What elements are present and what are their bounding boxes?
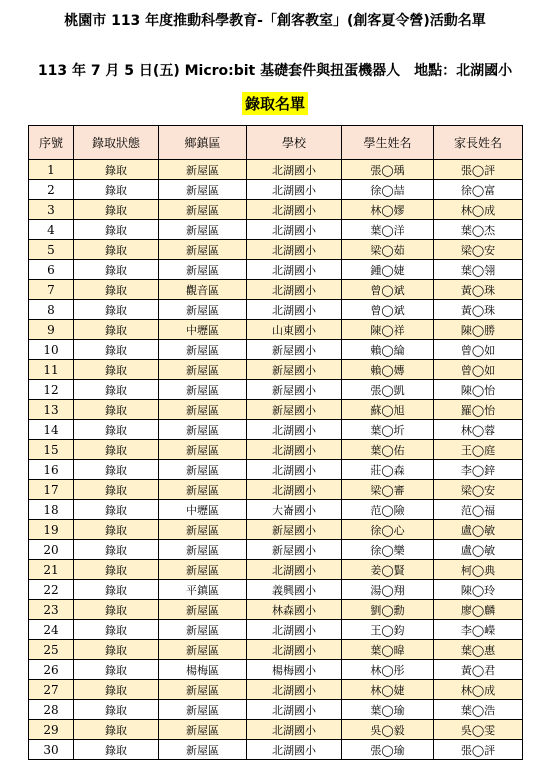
cell-student-name: 蘇◯旭 xyxy=(342,400,434,420)
cell-school: 北湖國小 xyxy=(247,180,342,200)
cell-parent-name: 張◯評 xyxy=(434,740,523,760)
cell-district: 新屋區 xyxy=(159,440,247,460)
cell-serial-number: 20 xyxy=(29,540,74,560)
cell-school: 北湖國小 xyxy=(247,460,342,480)
cell-admission-status: 錄取 xyxy=(74,180,159,200)
cell-serial-number: 5 xyxy=(29,240,74,260)
table-row xyxy=(29,360,523,380)
table-row xyxy=(29,700,523,720)
table-row xyxy=(29,200,523,220)
cell-parent-name: 盧◯敏 xyxy=(434,540,523,560)
cell-serial-number: 16 xyxy=(29,460,74,480)
table-row xyxy=(29,240,523,260)
cell-district: 新屋區 xyxy=(159,700,247,720)
cell-serial-number: 10 xyxy=(29,340,74,360)
header-admission-status: 錄取狀態 xyxy=(74,126,159,160)
cell-student-name: 徐◯喆 xyxy=(342,180,434,200)
cell-student-name: 梁◯審 xyxy=(342,480,434,500)
cell-admission-status: 錄取 xyxy=(74,560,159,580)
cell-admission-status: 錄取 xyxy=(74,160,159,180)
cell-parent-name: 林◯成 xyxy=(434,680,523,700)
cell-district: 新屋區 xyxy=(159,680,247,700)
cell-parent-name: 廖◯麟 xyxy=(434,600,523,620)
cell-school: 北湖國小 xyxy=(247,160,342,180)
cell-serial-number: 2 xyxy=(29,180,74,200)
cell-parent-name: 葉◯惠 xyxy=(434,640,523,660)
cell-parent-name: 梁◯安 xyxy=(434,480,523,500)
table-row xyxy=(29,380,523,400)
cell-admission-status: 錄取 xyxy=(74,520,159,540)
cell-admission-status: 錄取 xyxy=(74,200,159,220)
cell-parent-name: 葉◯杰 xyxy=(434,220,523,240)
cell-admission-status: 錄取 xyxy=(74,740,159,760)
cell-student-name: 張◯瑀 xyxy=(342,160,434,180)
table-header-row xyxy=(29,126,523,160)
cell-school: 山東國小 xyxy=(247,320,342,340)
cell-district: 新屋區 xyxy=(159,480,247,500)
table-row xyxy=(29,600,523,620)
cell-serial-number: 3 xyxy=(29,200,74,220)
cell-district: 新屋區 xyxy=(159,620,247,640)
cell-admission-status: 錄取 xyxy=(74,500,159,520)
cell-student-name: 葉◯圻 xyxy=(342,420,434,440)
cell-district: 新屋區 xyxy=(159,720,247,740)
cell-school: 北湖國小 xyxy=(247,300,342,320)
cell-admission-status: 錄取 xyxy=(74,700,159,720)
table-row xyxy=(29,300,523,320)
cell-parent-name: 李◯鋅 xyxy=(434,460,523,480)
cell-serial-number: 14 xyxy=(29,420,74,440)
table-row xyxy=(29,160,523,180)
table-row xyxy=(29,480,523,500)
table-row xyxy=(29,180,523,200)
header-district: 鄉鎮區 xyxy=(159,126,247,160)
cell-student-name: 曾◯斌 xyxy=(342,300,434,320)
cell-district: 觀音區 xyxy=(159,280,247,300)
cell-district: 新屋區 xyxy=(159,400,247,420)
cell-school: 北湖國小 xyxy=(247,220,342,240)
cell-serial-number: 9 xyxy=(29,320,74,340)
cell-student-name: 葉◯洋 xyxy=(342,220,434,240)
table-row xyxy=(29,620,523,640)
cell-school: 北湖國小 xyxy=(247,640,342,660)
cell-parent-name: 林◯成 xyxy=(434,200,523,220)
header-student-name: 學生姓名 xyxy=(342,126,434,160)
cell-district: 新屋區 xyxy=(159,240,247,260)
cell-district: 新屋區 xyxy=(159,200,247,220)
cell-school: 新屋國小 xyxy=(247,360,342,380)
cell-admission-status: 錄取 xyxy=(74,580,159,600)
cell-admission-status: 錄取 xyxy=(74,620,159,640)
cell-parent-name: 羅◯怡 xyxy=(434,400,523,420)
cell-school: 義興國小 xyxy=(247,580,342,600)
cell-parent-name: 黃◯君 xyxy=(434,660,523,680)
table-row xyxy=(29,740,523,760)
cell-school: 北湖國小 xyxy=(247,700,342,720)
cell-school: 北湖國小 xyxy=(247,240,342,260)
cell-district: 新屋區 xyxy=(159,160,247,180)
cell-serial-number: 12 xyxy=(29,380,74,400)
table-row xyxy=(29,520,523,540)
cell-serial-number: 8 xyxy=(29,300,74,320)
cell-student-name: 王◯鈞 xyxy=(342,620,434,640)
cell-school: 北湖國小 xyxy=(247,720,342,740)
cell-serial-number: 29 xyxy=(29,720,74,740)
cell-admission-status: 錄取 xyxy=(74,600,159,620)
cell-parent-name: 林◯蓉 xyxy=(434,420,523,440)
cell-student-name: 林◯嫪 xyxy=(342,200,434,220)
cell-serial-number: 26 xyxy=(29,660,74,680)
cell-district: 新屋區 xyxy=(159,380,247,400)
cell-student-name: 張◯瑜 xyxy=(342,740,434,760)
cell-school: 新屋國小 xyxy=(247,540,342,560)
header-serial-number: 序號 xyxy=(29,126,74,160)
cell-admission-status: 錄取 xyxy=(74,480,159,500)
cell-admission-status: 錄取 xyxy=(74,320,159,340)
cell-student-name: 林◯婕 xyxy=(342,680,434,700)
cell-school: 北湖國小 xyxy=(247,560,342,580)
cell-parent-name: 陳◯勝 xyxy=(434,320,523,340)
table-row xyxy=(29,560,523,580)
cell-school: 北湖國小 xyxy=(247,680,342,700)
section-heading-wrapper xyxy=(0,92,550,115)
cell-student-name: 劉◯勳 xyxy=(342,600,434,620)
cell-student-name: 鍾◯婕 xyxy=(342,260,434,280)
cell-school: 北湖國小 xyxy=(247,740,342,760)
cell-student-name: 曾◯斌 xyxy=(342,280,434,300)
cell-student-name: 賴◯綸 xyxy=(342,340,434,360)
cell-serial-number: 28 xyxy=(29,700,74,720)
cell-district: 新屋區 xyxy=(159,640,247,660)
cell-district: 中壢區 xyxy=(159,320,247,340)
cell-serial-number: 18 xyxy=(29,500,74,520)
cell-admission-status: 錄取 xyxy=(74,220,159,240)
table-row xyxy=(29,580,523,600)
cell-admission-status: 錄取 xyxy=(74,240,159,260)
cell-district: 新屋區 xyxy=(159,520,247,540)
table-row xyxy=(29,720,523,740)
cell-admission-status: 錄取 xyxy=(74,360,159,380)
table-row xyxy=(29,680,523,700)
cell-school: 林森國小 xyxy=(247,600,342,620)
cell-parent-name: 曾◯如 xyxy=(434,340,523,360)
table-row xyxy=(29,280,523,300)
cell-parent-name: 黃◯珠 xyxy=(434,280,523,300)
cell-admission-status: 錄取 xyxy=(74,260,159,280)
table-row xyxy=(29,540,523,560)
cell-student-name: 徐◯樂 xyxy=(342,540,434,560)
cell-serial-number: 23 xyxy=(29,600,74,620)
cell-parent-name: 王◯庭 xyxy=(434,440,523,460)
cell-student-name: 張◯凱 xyxy=(342,380,434,400)
cell-student-name: 湯◯翔 xyxy=(342,580,434,600)
cell-school: 北湖國小 xyxy=(247,280,342,300)
cell-serial-number: 27 xyxy=(29,680,74,700)
cell-admission-status: 錄取 xyxy=(74,380,159,400)
cell-parent-name: 柯◯典 xyxy=(434,560,523,580)
cell-parent-name: 梁◯安 xyxy=(434,240,523,260)
cell-district: 新屋區 xyxy=(159,420,247,440)
cell-student-name: 林◯彤 xyxy=(342,660,434,680)
cell-district: 平鎮區 xyxy=(159,580,247,600)
cell-student-name: 徐◯心 xyxy=(342,520,434,540)
cell-parent-name: 葉◯浩 xyxy=(434,700,523,720)
cell-school: 北湖國小 xyxy=(247,620,342,640)
cell-school: 北湖國小 xyxy=(247,440,342,460)
cell-serial-number: 24 xyxy=(29,620,74,640)
cell-district: 新屋區 xyxy=(159,300,247,320)
cell-admission-status: 錄取 xyxy=(74,540,159,560)
cell-student-name: 賴◯嫥 xyxy=(342,360,434,380)
admission-table xyxy=(28,125,523,760)
section-heading: 錄取名單 xyxy=(242,92,308,115)
cell-parent-name: 吳◯雯 xyxy=(434,720,523,740)
cell-student-name: 姜◯賢 xyxy=(342,560,434,580)
cell-school: 北湖國小 xyxy=(247,480,342,500)
cell-admission-status: 錄取 xyxy=(74,300,159,320)
cell-admission-status: 錄取 xyxy=(74,340,159,360)
cell-district: 新屋區 xyxy=(159,600,247,620)
cell-district: 新屋區 xyxy=(159,180,247,200)
cell-parent-name: 黃◯珠 xyxy=(434,300,523,320)
cell-district: 新屋區 xyxy=(159,560,247,580)
cell-serial-number: 1 xyxy=(29,160,74,180)
cell-serial-number: 6 xyxy=(29,260,74,280)
cell-admission-status: 錄取 xyxy=(74,460,159,480)
cell-district: 新屋區 xyxy=(159,220,247,240)
table-row xyxy=(29,400,523,420)
cell-student-name: 范◯險 xyxy=(342,500,434,520)
cell-admission-status: 錄取 xyxy=(74,680,159,700)
cell-school: 北湖國小 xyxy=(247,420,342,440)
cell-district: 新屋區 xyxy=(159,260,247,280)
cell-parent-name: 李◯嶸 xyxy=(434,620,523,640)
cell-serial-number: 21 xyxy=(29,560,74,580)
cell-parent-name: 曾◯如 xyxy=(434,360,523,380)
cell-student-name: 葉◯瑜 xyxy=(342,700,434,720)
cell-serial-number: 22 xyxy=(29,580,74,600)
cell-serial-number: 7 xyxy=(29,280,74,300)
cell-serial-number: 25 xyxy=(29,640,74,660)
table-row xyxy=(29,420,523,440)
cell-district: 新屋區 xyxy=(159,460,247,480)
cell-district: 新屋區 xyxy=(159,340,247,360)
header-parent-name: 家長姓名 xyxy=(434,126,523,160)
cell-serial-number: 15 xyxy=(29,440,74,460)
cell-school: 北湖國小 xyxy=(247,200,342,220)
cell-serial-number: 17 xyxy=(29,480,74,500)
cell-school: 北湖國小 xyxy=(247,260,342,280)
cell-school: 大崙國小 xyxy=(247,500,342,520)
cell-serial-number: 4 xyxy=(29,220,74,240)
cell-student-name: 葉◯佑 xyxy=(342,440,434,460)
cell-admission-status: 錄取 xyxy=(74,280,159,300)
cell-parent-name: 張◯評 xyxy=(434,160,523,180)
cell-serial-number: 19 xyxy=(29,520,74,540)
table-row xyxy=(29,320,523,340)
table-row xyxy=(29,260,523,280)
table-row xyxy=(29,220,523,240)
header-school: 學校 xyxy=(247,126,342,160)
cell-admission-status: 錄取 xyxy=(74,400,159,420)
cell-admission-status: 錄取 xyxy=(74,440,159,460)
cell-admission-status: 錄取 xyxy=(74,420,159,440)
cell-school: 新屋國小 xyxy=(247,380,342,400)
cell-district: 楊梅區 xyxy=(159,660,247,680)
cell-student-name: 陳◯祥 xyxy=(342,320,434,340)
cell-school: 楊梅國小 xyxy=(247,660,342,680)
cell-district: 新屋區 xyxy=(159,360,247,380)
table-row xyxy=(29,500,523,520)
table-row xyxy=(29,440,523,460)
table-row xyxy=(29,340,523,360)
cell-parent-name: 陳◯玲 xyxy=(434,580,523,600)
cell-admission-status: 錄取 xyxy=(74,660,159,680)
cell-school: 新屋國小 xyxy=(247,520,342,540)
cell-student-name: 葉◯暐 xyxy=(342,640,434,660)
event-subtitle: 113 年 7 月 5 日(五) Micro:bit 基礎套件與扭蛋機器人 地點：北湖國小 xyxy=(37,63,513,79)
table-row xyxy=(29,640,523,660)
cell-parent-name: 范◯福 xyxy=(434,500,523,520)
cell-school: 新屋國小 xyxy=(247,400,342,420)
cell-district: 中壢區 xyxy=(159,500,247,520)
cell-serial-number: 30 xyxy=(29,740,74,760)
cell-admission-status: 錄取 xyxy=(74,640,159,660)
cell-student-name: 莊◯森 xyxy=(342,460,434,480)
cell-parent-name: 盧◯敏 xyxy=(434,520,523,540)
cell-district: 新屋區 xyxy=(159,540,247,560)
cell-school: 新屋國小 xyxy=(247,340,342,360)
table-row xyxy=(29,660,523,680)
cell-student-name: 梁◯茹 xyxy=(342,240,434,260)
cell-serial-number: 11 xyxy=(29,360,74,380)
cell-parent-name: 徐◯富 xyxy=(434,180,523,200)
document-title: 桃園市 113 年度推動科學教育-「創客教室」(創客夏令營)活動名單 xyxy=(64,13,486,29)
table-row xyxy=(29,460,523,480)
cell-parent-name: 陳◯怡 xyxy=(434,380,523,400)
cell-student-name: 吳◯毅 xyxy=(342,720,434,740)
cell-admission-status: 錄取 xyxy=(74,720,159,740)
cell-parent-name: 葉◯翎 xyxy=(434,260,523,280)
cell-district: 新屋區 xyxy=(159,740,247,760)
cell-serial-number: 13 xyxy=(29,400,74,420)
